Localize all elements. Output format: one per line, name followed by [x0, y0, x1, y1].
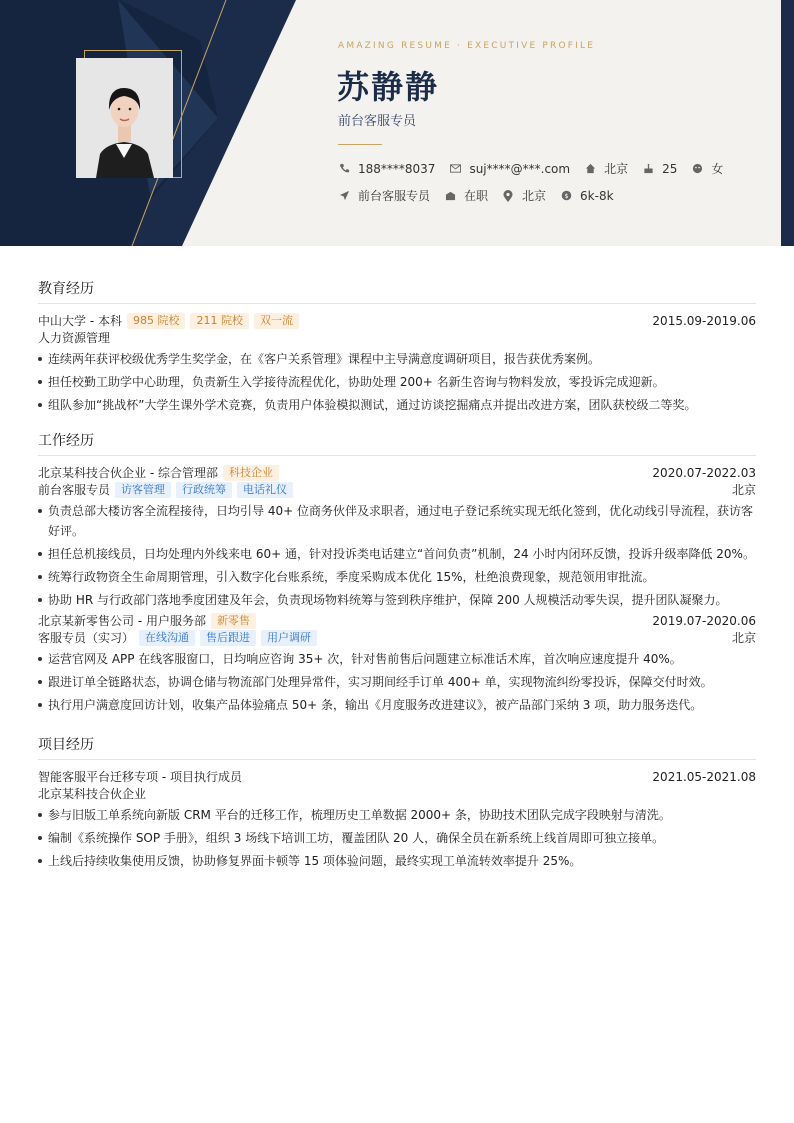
skill-tag: 电话礼仪: [237, 482, 293, 498]
candidate-name: 苏静静: [337, 68, 440, 106]
section-title: 教育经历: [38, 278, 756, 304]
header-tagline: AMAZING RESUME · EXECUTIVE PROFILE: [338, 41, 596, 51]
job-header: [38, 612, 756, 629]
contact-city: 北京: [584, 160, 628, 177]
school-tag: 211 院校: [190, 313, 249, 329]
major-line: [38, 329, 756, 346]
phone-icon: [338, 163, 350, 175]
contact-phone: 188****8037: [338, 162, 435, 176]
school-name: 中山大学 - 本科: [38, 314, 122, 328]
list-item: 参与旧版工单系统向新版 CRM 平台的迁移工作，梳理历史工单数据 2000+ 条，协助技术团队完成字段映射与清洗。: [38, 805, 756, 825]
skill-tag: 用户调研: [261, 630, 317, 646]
school-tag: 双一流: [254, 313, 299, 329]
company-name: 北京某新零售公司 - 用户服务部: [38, 614, 206, 628]
project-header: [38, 768, 756, 785]
contact-gender: 女: [691, 160, 723, 177]
major: 人力资源管理: [38, 331, 111, 345]
school-tag: 985 院校: [127, 313, 186, 329]
skill-tag: 售后跟进: [200, 630, 256, 646]
salary-icon: [560, 190, 572, 202]
resume-header: [0, 0, 794, 246]
job-role-line: [38, 481, 756, 498]
job-city: 北京: [731, 631, 756, 645]
education-date: 2015.09-2019.06: [652, 313, 756, 328]
header-right-strip: [781, 0, 794, 246]
job-date: 2019.07-2020.06: [652, 613, 756, 628]
job-header: [38, 464, 756, 481]
project-org-line: [38, 785, 756, 802]
project-section: [38, 734, 756, 871]
home-icon: [584, 163, 596, 175]
intent-city: 北京: [502, 187, 546, 204]
status-icon: [444, 190, 456, 202]
svg-text:$: $: [564, 191, 569, 200]
work-section: [38, 430, 756, 715]
intent-salary: $ 6k-8k: [560, 189, 614, 203]
send-icon: [338, 190, 350, 202]
list-item: 连续两年获评校级优秀学生奖学金，在《客户关系管理》课程中主导满意度调研项目，报告获优秀案例。: [38, 349, 756, 369]
section-title: 工作经历: [38, 430, 756, 456]
mail-icon: [449, 163, 461, 175]
education-section: [38, 278, 756, 415]
company-name: 北京某科技合伙企业 - 综合管理部: [38, 466, 218, 480]
intent-row: [338, 187, 628, 204]
list-item: 统筹行政物资全生命周期管理，引入数字化台账系统，季度采购成本优化 15%，杜绝浪费现象，规范领用审批流。: [38, 567, 756, 587]
project-date: 2021.05-2021.08: [652, 769, 756, 784]
list-item: 跟进订单全链路状态，协调仓储与物流部门处理异常件，实习期间经手订单 400+ 单，实现物流纠纷零投诉，保障交付时效。: [38, 672, 756, 692]
list-item: 负责总部大楼访客全流程接待，日均引导 40+ 位商务伙伴及求职者，通过电子登记系统实现无纸化签到，优化动线引导流程，获访客好评。: [38, 501, 756, 541]
skill-tag: 行政统筹: [176, 482, 232, 498]
intent-status: 在职: [444, 187, 488, 204]
profile-photo: [76, 58, 173, 178]
contact-age: 25: [642, 162, 677, 176]
list-item: 组队参加“挑战杯”大学生课外学术竞赛，负责用户体验模拟测试，通过访谈挖掘痛点并提出改进方案，团队获校级二等奖。: [38, 395, 756, 415]
job-city: 北京: [731, 483, 756, 497]
list-item: 执行用户满意度回访计划，收集产品体验痛点 50+ 条，输出《月度服务改进建议》，被产品部门采纳 3 项，助力服务迭代。: [38, 695, 756, 715]
job-date: 2020.07-2022.03: [652, 465, 756, 480]
job-role: 客服专员（实习）: [38, 631, 135, 645]
candidate-title: 前台客服专员: [338, 114, 417, 129]
location-pin-icon: [502, 190, 514, 202]
intent-position: 前台客服专员: [338, 187, 430, 204]
job-role-line: [38, 629, 756, 646]
project-org: 北京某科技合伙企业: [38, 787, 147, 801]
project-name: 智能客服平台迁移专项 - 项目执行成员: [38, 770, 242, 784]
list-item: 担任校勤工助学中心助理，负责新生入学接待流程优化，协助处理 200+ 名新生咨询与物料发放，零投诉完成迎新。: [38, 372, 756, 392]
education-header: [38, 312, 756, 329]
list-item: 担任总机接线员，日均处理内外线来电 60+ 通，针对投诉类电话建立“首问负责”机制，24 小时内闭环反馈，投诉升级率降低 20%。: [38, 544, 756, 564]
list-item: 运营官网及 APP 在线客服窗口，日均响应咨询 35+ 次，针对售前售后问题建立标准话术库，首次响应速度提升 40%。: [38, 649, 756, 669]
cake-icon: [642, 163, 654, 175]
list-item: 上线后持续收集使用反馈，协助修复界面卡顿等 15 项体验问题，最终实现工单流转效率提升 25%。: [38, 851, 756, 871]
section-title: 项目经历: [38, 734, 756, 760]
skill-tag: 访客管理: [115, 482, 171, 498]
list-item: 协助 HR 与行政部门落地季度团建及年会，负责现场物料统筹与签到秩序维护，保障 200 人规模活动零失误，提升团队凝聚力。: [38, 590, 756, 610]
title-underline: [338, 144, 382, 145]
contact-row: [338, 160, 737, 177]
job-role: 前台客服专员: [38, 483, 111, 497]
skill-tag: 在线沟通: [139, 630, 195, 646]
company-tag: 新零售: [211, 613, 256, 629]
contact-email: suj****@***.com: [449, 162, 570, 176]
gender-icon: [691, 163, 703, 175]
list-item: 编制《系统操作 SOP 手册》，组织 3 场线下培训工坊，覆盖团队 20 人，确保全员在新系统上线首周即可独立接单。: [38, 828, 756, 848]
company-tag: 科技企业: [223, 465, 279, 481]
